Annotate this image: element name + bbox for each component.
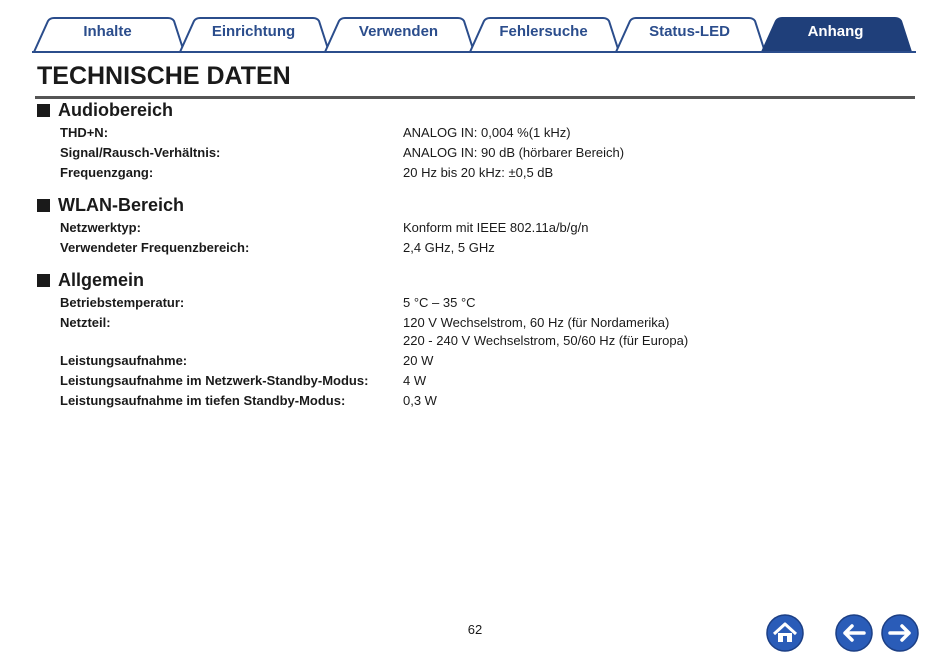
- spec-label: Netzwerktyp:: [60, 220, 141, 235]
- spec-label: Verwendeter Frequenzbereich:: [60, 240, 250, 255]
- spec-value-line: 120 V Wechselstrom, 60 Hz (für Nordamerika): [403, 315, 670, 330]
- spec-value: [403, 219, 917, 237]
- spec-value-line: 220 - 240 V Wechselstrom, 50/60 Hz (für Europa): [403, 333, 689, 348]
- spec-label: Leistungsaufnahme:: [60, 353, 188, 368]
- spec-value-line: 20 W: [403, 353, 434, 368]
- spec-value: [403, 352, 917, 370]
- arrow-right-icon: [881, 614, 919, 652]
- spec-value-line: 2,4 GHz, 5 GHz: [403, 240, 495, 255]
- next-page-button[interactable]: [881, 614, 919, 652]
- tab-einrichtung[interactable]: Einrichtung: [211, 23, 296, 40]
- section-heading-text: WLAN-Bereich: [58, 195, 185, 215]
- home-icon: [766, 614, 804, 652]
- spec-label: Betriebstemperatur:: [60, 295, 185, 310]
- spec-value-line: 4 W: [403, 373, 427, 388]
- square-bullet-icon: [37, 274, 50, 287]
- spec-value: [403, 314, 917, 350]
- spec-row: [37, 372, 917, 390]
- spec-label: Netzteil:: [60, 315, 111, 330]
- tab-status-led[interactable]: Status-LED: [649, 23, 730, 40]
- spec-value-line: 0,3 W: [403, 393, 437, 408]
- spec-value: [403, 164, 917, 182]
- spec-row: [37, 124, 917, 142]
- spec-value: [403, 392, 917, 410]
- section-heading: [37, 193, 917, 217]
- spec-row: [37, 314, 917, 350]
- page-title: TECHNISCHE DATEN: [37, 62, 291, 90]
- page-number: 62: [467, 622, 483, 637]
- spec-value-line: 20 Hz bis 20 kHz: ±0,5 dB: [403, 165, 554, 180]
- spec-value-line: ANALOG IN: 90 dB (hörbarer Bereich): [403, 145, 625, 160]
- square-bullet-icon: [37, 199, 50, 212]
- spec-row: [37, 144, 917, 162]
- spec-value: [403, 239, 917, 257]
- tab-anhang[interactable]: Anhang: [807, 23, 864, 40]
- section-wlan: [37, 193, 917, 257]
- section-heading: [37, 268, 917, 292]
- spec-label: Leistungsaufnahme im tiefen Standby-Modus:: [60, 393, 346, 408]
- home-button[interactable]: [766, 614, 804, 652]
- section-heading-text: Audiobereich: [58, 100, 174, 120]
- spec-row: [37, 294, 917, 312]
- section-heading-text: Allgemein: [58, 270, 145, 290]
- section-heading: [37, 98, 917, 122]
- tab-bar: [0, 0, 950, 60]
- tab-fehlersuche[interactable]: Fehlersuche: [499, 23, 588, 40]
- spec-row: [37, 352, 917, 370]
- arrow-left-icon: [835, 614, 873, 652]
- spec-value-line: 5 °C – 35 °C: [403, 295, 476, 310]
- spec-label: Signal/Rausch-Verhältnis:: [60, 145, 221, 160]
- section-allgemein: [37, 268, 917, 410]
- previous-page-button[interactable]: [835, 614, 873, 652]
- spec-label: Leistungsaufnahme im Netzwerk-Standby-Modus:: [60, 373, 369, 388]
- spec-label: Frequenzgang:: [60, 165, 154, 180]
- spec-row: [37, 239, 917, 257]
- spec-value-line: ANALOG IN: 0,004 %(1 kHz): [403, 125, 571, 140]
- spec-row: [37, 164, 917, 182]
- spec-value: [403, 372, 917, 390]
- spec-value: [403, 294, 917, 312]
- tab-verwenden[interactable]: Verwenden: [358, 23, 439, 40]
- section-audio: [37, 98, 917, 182]
- spec-row: [37, 219, 917, 237]
- spec-value: [403, 124, 917, 142]
- spec-label: THD+N:: [60, 125, 109, 140]
- square-bullet-icon: [37, 104, 50, 117]
- spec-value-line: Konform mit IEEE 802.11a/b/g/n: [403, 220, 589, 235]
- spec-value: [403, 144, 917, 162]
- spec-row: [37, 392, 917, 410]
- tab-inhalte[interactable]: Inhalte: [83, 23, 132, 40]
